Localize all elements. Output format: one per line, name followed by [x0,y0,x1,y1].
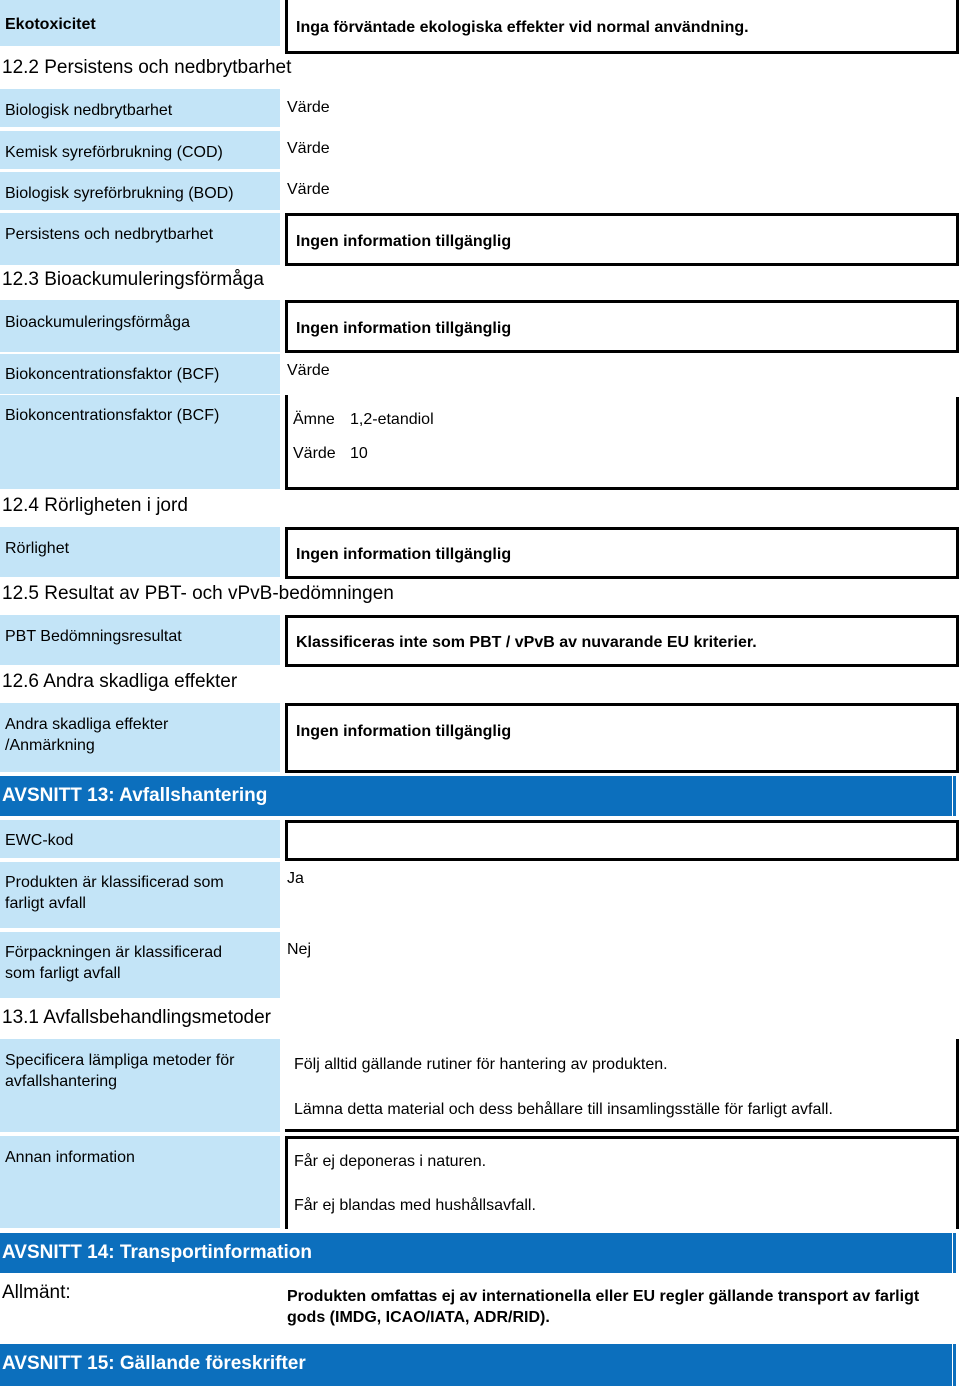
mobility-label: Rörlighet [0,527,280,577]
section-12-2-heading: 12.2 Persistens och nedbrytbarhet [2,57,292,78]
bod-label: Biologisk syreförbrukning (BOD) [0,172,280,210]
section-12-5-heading: 12.5 Resultat av PBT- och vPvB-bedömningen [2,583,394,604]
other-info-2: Får ej blandas med hushållsavfall. [294,1197,536,1214]
disposal-methods-label: Specificera lämpliga metoder för avfallshantering [0,1039,280,1132]
bcf-label-1: Biokoncentrationsfaktor (BCF) [0,354,280,394]
bioacc-value: Ingen information tillgänglig [285,300,959,353]
disposal-methods-box-border [285,1039,959,1132]
ekotox-label: Ekotoxicitet [0,0,280,46]
disposal-method-2: Lämna detta material och dess behållare till insamlingsställe för farligt avfall. [294,1101,833,1118]
disposal-method-1: Följ alltid gällande rutiner för hantering av produkten. [294,1056,668,1073]
bcf-detail-box [285,397,959,490]
bcf-subject-value: 1,2-etandiol [350,411,434,428]
biodeg-value: Värde [287,99,330,116]
mobility-value: Ingen information tillgänglig [285,527,959,579]
persistence-label: Persistens och nedbrytbarhet [0,213,280,265]
transport-general-label: Allmänt: [2,1282,71,1303]
cod-label: Kemisk syreförbrukning (COD) [0,131,280,169]
bcf-box-left-border [285,395,288,490]
ewc-value [285,820,959,861]
section-12-4-heading: 12.4 Rörligheten i jord [2,495,188,516]
bcf-value: 10 [350,445,368,462]
section-14-banner: AVSNITT 14: Transportinformation [0,1233,956,1273]
other-info-1: Får ej deponeras i naturen. [294,1153,487,1170]
hazardous-packaging-value: Nej [287,941,312,958]
ewc-label: EWC-kod [0,820,280,858]
other-effects-value: Ingen information tillgänglig [285,703,959,773]
section-15-banner: AVSNITT 15: Gällande föreskrifter [0,1344,956,1386]
pbt-label: PBT Bedömningsresultat [0,615,280,665]
section-12-3-heading: 12.3 Bioackumuleringsförmåga [2,269,264,290]
other-effects-label: Andra skadliga effekter /Anmärkning [0,703,280,772]
hazardous-packaging-label: Förpackningen är klassificerad som farligt avfall [0,932,280,998]
bioacc-label: Bioackumuleringsförmåga [0,300,280,352]
transport-general-text: Produkten omfattas ej av internationella eller EU regler gällande transport av farligt gods (IMDG, ICAO/IATA, ADR/RID). [287,1288,920,1326]
cod-value: Värde [287,140,330,157]
bcf-value-label: Värde [293,445,336,462]
biodeg-label: Biologisk nedbrytbarhet [0,89,280,127]
section-13-1-heading: 13.1 Avfallsbehandlingsmetoder [2,1007,272,1028]
other-info-label: Annan information [0,1136,280,1228]
pbt-value: Klassificeras inte som PBT / vPvB av nuvarande EU kriterier. [285,615,959,667]
persistence-value: Ingen information tillgänglig [285,213,959,266]
section-12-6-heading: 12.6 Andra skadliga effekter [2,671,238,692]
hazardous-product-value: Ja [287,870,304,887]
bcf-label-2: Biokoncentrationsfaktor (BCF) [0,395,280,489]
bcf-value-1: Värde [287,362,330,379]
other-info-box-border [285,1136,959,1229]
section-13-banner: AVSNITT 13: Avfallshantering [0,776,956,816]
bcf-subject-label: Ämne [293,411,335,428]
hazardous-product-label: Produkten är klassificerad som farligt avfall [0,862,280,928]
ekotox-value: Inga förväntade ekologiska effekter vid normal användning. [285,0,959,54]
bod-value: Värde [287,181,330,198]
